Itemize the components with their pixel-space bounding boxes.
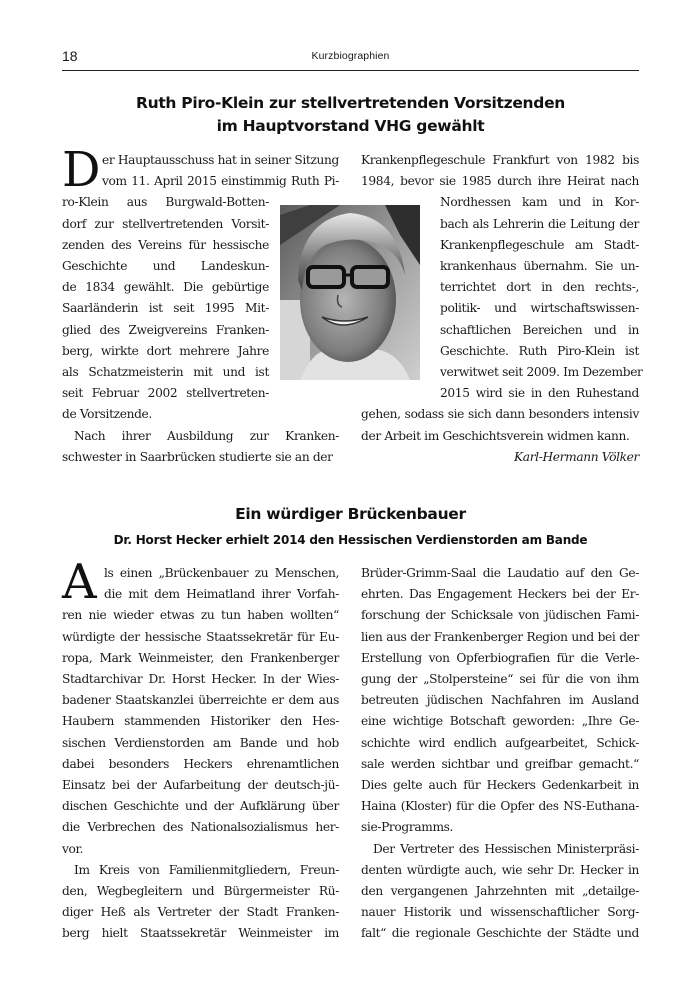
article1-title-line: Ruth Piro-Klein zur stellvertretenden Vorsitzenden [135,94,566,112]
text-line: ropa, Mark Weinmeister, den Frankenberger [62,650,339,665]
portrait-photo [280,205,420,380]
text-line: Krankenpflegeschule Frankfurt von 1982 bis [361,153,639,167]
text-line: Geschichte und Landeskun- [62,259,269,273]
text-line: ren nie wieder etwas zu tun haben wollten“ [62,608,339,623]
text-line: Stadtarchivar Dr. Horst Hecker. In der Wies- [62,672,339,686]
text-line: dischen Geschichte und der Aufklärung über [62,799,339,814]
text-line: denten würdigte auch, wie sehr Dr. Hecker in [361,862,639,877]
text-line: schaftlichen Bereichen und in [440,322,639,337]
text-line: den, Wegbegleitern und Bürgermeister Rü- [62,884,339,898]
text-line: ls einen „Brückenbauer zu Menschen, [104,566,339,580]
running-header [62,48,639,71]
text-line: Haubern stammenden Historiker den Hes- [62,714,339,729]
text-line: Im Kreis von Familienmitgliedern, Freun- [74,862,339,877]
text-line: Saarländerin ist seit 1995 Mit- [62,301,269,316]
text-line: diger Heß als Vertreter der Stadt Franken- [62,905,339,920]
text-line: schichte wird endlich aufgearbeitet, Schick- [361,735,639,750]
text-line: eine wichtige Botschaft geworden: „Ihre Ge- [361,714,639,729]
text-line: berg, wirkte dort mehrere Jahre [62,343,269,358]
text-line: die Verbrechen des Nationalsozialismus her- [62,820,339,835]
text-line: Brüder-Grimm-Saal die Laudatio auf den Ge- [361,566,639,580]
text-line: vor. [62,841,84,856]
text-line: seit Februar 2002 stellvertreten- [62,386,269,401]
text-line: ro-Klein aus Burgwald-Botten- [62,195,269,210]
text-line: Dies gelte auch für Heckers Gedenkarbeit in [361,778,639,792]
article2-subtitle: Dr. Horst Hecker erhielt 2014 den Hessischen Verdienstorden am Bande [113,533,588,547]
text-line: dorf zur stellvertretenden Vorsit- [62,216,269,231]
article1-dropcap: D [62,142,101,198]
text-line: Krankenpflegeschule am Stadt- [440,237,639,252]
text-line: betreuten jüdischen Nachfahren im Ausland [361,693,639,708]
text-line: verwitwet seit 2009. Im Dezember [440,365,643,379]
text-line: berg hielt Staatssekretär Weinmeister im [62,926,339,941]
text-line: Erstellung von Opferbiografien für die Verle- [361,650,639,665]
text-line: sischen Verdienstorden am Bande und hob [62,735,339,750]
text-line: dabei besonders Heckers ehrenamtlichen [62,756,339,771]
text-line: Nordhessen kam und in Kor- [440,195,639,210]
text-line: bach als Lehrerin die Leitung der [440,216,639,231]
text-line: falt“ die regionale Geschichte der Städte und [361,926,639,941]
text-line: würdigte der hessische Staatssekretär für Eu- [62,629,339,644]
text-line: glied des Zweigvereins Franken- [62,322,269,337]
text-line: er Hauptausschuss hat in seiner Sitzung [102,153,339,167]
text-line: terrichtet dort in den rechts-, [440,280,639,295]
article2-dropcap: A [62,554,97,610]
article2-title: Ein würdiger Brückenbauer [235,505,466,523]
article1-title [62,92,639,138]
text-line: als Schatzmeisterin mit und ist [62,365,269,379]
text-line: vom 11. April 2015 einstimmig Ruth Pi- [102,174,339,189]
article1-author: Karl-Hermann Völker [514,449,639,464]
text-line: gehen, sodass sie sich dann besonders intensiv [361,407,639,422]
text-line: 2015 wird sie in den Ruhestand [440,386,639,401]
text-line: der Arbeit im Geschichtsverein widmen kann. [361,428,630,443]
article1-title-line: im Hauptvorstand VHG gewählt [216,117,485,135]
text-line: Einsatz bei der Aufarbeitung der deutsch-jü- [62,778,339,792]
text-line: forschung der Schicksale von jüdischen Fami- [361,608,639,623]
text-line: de 1834 gewählt. Die gebürtige [62,280,269,295]
text-line: den vergangenen Jahrzehnten mit „detailge- [361,884,639,898]
text-line: Geschichte. Ruth Piro-Klein ist [440,343,639,358]
text-line: Haina (Kloster) für die Opfer des NS-Euthana- [361,799,639,814]
text-line: sie-Programms. [361,820,454,835]
text-line: Der Vertreter des Hessischen Ministerpräsi- [373,841,639,856]
text-line: lien aus der Frankenberger Region und bei der [361,629,639,644]
text-line: gung der „Stolpersteine“ sei für die von ihm [361,672,639,686]
text-line: badener Staatskanzlei überreichte er dem aus [62,693,339,708]
text-line: sale werden sichtbar und greifbar gemacht.“ [361,756,639,771]
text-line: 1984, bevor sie 1985 durch ihre Heirat nach [361,174,639,189]
text-line: die mit dem Heimatland ihrer Vorfah- [104,587,339,602]
text-line: schwester in Saarbrücken studierte sie an der [62,449,333,464]
text-line: politik- und wirtschaftswissen- [440,301,639,316]
text-line: de Vorsitzende. [62,407,152,422]
text-line: krankenhaus übernahm. Sie un- [440,259,639,273]
section-label: Kurzbiographien [311,50,390,62]
page-number: 18 [62,48,78,64]
text-line: zenden des Vereins für hessische [62,237,269,252]
text-line: nauer Historik und wissenschaftlicher Sorg- [361,905,639,920]
text-line: Nach ihrer Ausbildung zur Kranken- [74,428,339,443]
text-line: ehrten. Das Engagement Heckers bei der Er- [361,587,639,602]
